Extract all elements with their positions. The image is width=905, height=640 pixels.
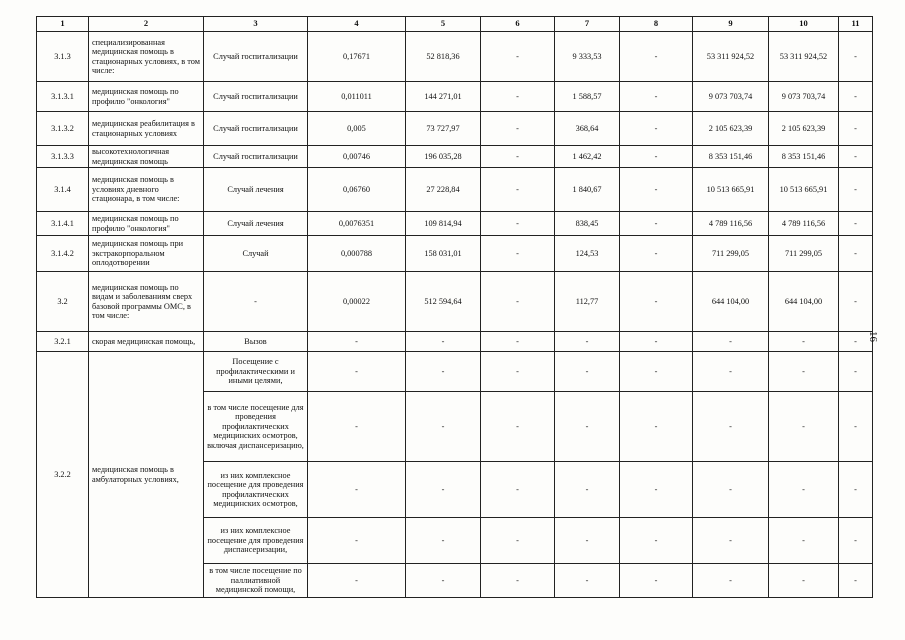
cell-c9: - xyxy=(693,518,769,564)
row-name: скорая медицинская помощь, xyxy=(89,332,204,352)
cell-c10: 8 353 151,46 xyxy=(769,146,839,168)
cell-c4: - xyxy=(308,518,406,564)
cell-c10: 10 513 665,91 xyxy=(769,168,839,212)
cell-c11: - xyxy=(839,32,873,82)
row-unit: Случай госпитализации xyxy=(204,32,308,82)
header-cell: 5 xyxy=(406,17,481,32)
header-cell: 1 xyxy=(37,17,89,32)
cell-c10: 644 104,00 xyxy=(769,272,839,332)
cell-c4: 0,06760 xyxy=(308,168,406,212)
row-name: медицинская помощь при экстракорпоральном оплодотворении xyxy=(89,236,204,272)
row-unit: из них комплексное посещение для проведения профилактических медицинских осмотров, xyxy=(204,462,308,518)
cell-c7: - xyxy=(555,392,620,462)
cell-c8: - xyxy=(620,332,693,352)
cell-c5: 73 727,97 xyxy=(406,112,481,146)
cell-c4: 0,00746 xyxy=(308,146,406,168)
cell-c4: 0,005 xyxy=(308,112,406,146)
cell-c6: - xyxy=(481,82,555,112)
row-unit: Случай лечения xyxy=(204,168,308,212)
cell-c6: - xyxy=(481,112,555,146)
table-row xyxy=(37,352,873,392)
cell-c5: 52 818,36 xyxy=(406,32,481,82)
cell-c9: - xyxy=(693,352,769,392)
row-name: специализированная медицинская помощь в стационарных условиях, в том числе: xyxy=(89,32,204,82)
cell-c5: - xyxy=(406,332,481,352)
header-cell: 3 xyxy=(204,17,308,32)
cell-c8: - xyxy=(620,168,693,212)
table-row xyxy=(37,32,873,82)
cell-c10: - xyxy=(769,462,839,518)
cell-c8: - xyxy=(620,518,693,564)
row-name: медицинская помощь в условиях дневного стационара, в том числе: xyxy=(89,168,204,212)
cell-c9: 644 104,00 xyxy=(693,272,769,332)
cell-c7: - xyxy=(555,332,620,352)
cell-c5: 158 031,01 xyxy=(406,236,481,272)
row-unit: из них комплексное посещение для проведения диспансеризации, xyxy=(204,518,308,564)
table-row xyxy=(37,82,873,112)
cell-c9: 8 353 151,46 xyxy=(693,146,769,168)
row-unit: Случай госпитализации xyxy=(204,82,308,112)
cell-c4: - xyxy=(308,564,406,598)
cell-c10: - xyxy=(769,564,839,598)
cell-c9: 4 789 116,56 xyxy=(693,212,769,236)
cell-c5: - xyxy=(406,462,481,518)
table-row xyxy=(37,272,873,332)
cell-c8: - xyxy=(620,462,693,518)
cell-c9: - xyxy=(693,564,769,598)
cell-c10: 9 073 703,74 xyxy=(769,82,839,112)
cell-c11: - xyxy=(839,518,873,564)
cell-c11: - xyxy=(839,272,873,332)
cell-c6: - xyxy=(481,212,555,236)
cell-c7: 838,45 xyxy=(555,212,620,236)
row-name: медицинская помощь по видам и заболеваниям сверх базовой программы ОМС, в том числе: xyxy=(89,272,204,332)
row-code: 3.2 xyxy=(37,272,89,332)
cell-c5: - xyxy=(406,352,481,392)
cell-c11: - xyxy=(839,82,873,112)
cell-c6: - xyxy=(481,236,555,272)
row-unit: Посещение с профилактическими и иными целями, xyxy=(204,352,308,392)
row-name: медицинская помощь по профилю "онкология" xyxy=(89,82,204,112)
cell-c7: 1 588,57 xyxy=(555,82,620,112)
header-cell: 10 xyxy=(769,17,839,32)
cell-c7: 1 462,42 xyxy=(555,146,620,168)
table-row xyxy=(37,112,873,146)
cell-c6: - xyxy=(481,564,555,598)
cell-c6: - xyxy=(481,272,555,332)
cell-c8: - xyxy=(620,352,693,392)
cell-c11: - xyxy=(839,564,873,598)
cell-c11: - xyxy=(839,168,873,212)
cell-c9: 53 311 924,52 xyxy=(693,32,769,82)
financing-table xyxy=(36,16,873,598)
row-name: медицинская помощь по профилю "онкология" xyxy=(89,212,204,236)
row-code: 3.1.3.2 xyxy=(37,112,89,146)
cell-c4: - xyxy=(308,462,406,518)
table-row xyxy=(37,146,873,168)
cell-c6: - xyxy=(481,332,555,352)
cell-c5: - xyxy=(406,392,481,462)
header-cell: 2 xyxy=(89,17,204,32)
row-name: высокотехнологичная медицинская помощь xyxy=(89,146,204,168)
table-row xyxy=(37,168,873,212)
cell-c5: 27 228,84 xyxy=(406,168,481,212)
cell-c5: 512 594,64 xyxy=(406,272,481,332)
row-unit: Случай госпитализации xyxy=(204,146,308,168)
cell-c7: - xyxy=(555,564,620,598)
cell-c8: - xyxy=(620,272,693,332)
cell-c7: 112,77 xyxy=(555,272,620,332)
cell-c5: 144 271,01 xyxy=(406,82,481,112)
cell-c6: - xyxy=(481,352,555,392)
cell-c8: - xyxy=(620,392,693,462)
cell-c5: 109 814,94 xyxy=(406,212,481,236)
cell-c4: 0,17671 xyxy=(308,32,406,82)
row-name: медицинская помощь в амбулаторных условиях, xyxy=(89,352,204,598)
cell-c9: - xyxy=(693,392,769,462)
cell-c11: - xyxy=(839,236,873,272)
cell-c8: - xyxy=(620,112,693,146)
cell-c10: 2 105 623,39 xyxy=(769,112,839,146)
cell-c7: 9 333,53 xyxy=(555,32,620,82)
cell-c10: 711 299,05 xyxy=(769,236,839,272)
row-code: 3.1.4.1 xyxy=(37,212,89,236)
cell-c10: - xyxy=(769,518,839,564)
header-cell: 9 xyxy=(693,17,769,32)
cell-c11: - xyxy=(839,462,873,518)
cell-c9: 9 073 703,74 xyxy=(693,82,769,112)
cell-c8: - xyxy=(620,146,693,168)
row-code: 3.2.1 xyxy=(37,332,89,352)
cell-c7: 368,64 xyxy=(555,112,620,146)
cell-c9: 2 105 623,39 xyxy=(693,112,769,146)
page-number: 16 xyxy=(867,331,879,342)
header-cell: 6 xyxy=(481,17,555,32)
row-unit: Случай госпитализации xyxy=(204,112,308,146)
cell-c11: - xyxy=(839,332,873,352)
table-row xyxy=(37,332,873,352)
cell-c11: - xyxy=(839,146,873,168)
cell-c6: - xyxy=(481,32,555,82)
cell-c5: - xyxy=(406,518,481,564)
row-code: 3.1.4 xyxy=(37,168,89,212)
header-cell: 11 xyxy=(839,17,873,32)
cell-c8: - xyxy=(620,564,693,598)
cell-c10: - xyxy=(769,332,839,352)
cell-c10: - xyxy=(769,352,839,392)
cell-c9: 711 299,05 xyxy=(693,236,769,272)
cell-c11: - xyxy=(839,112,873,146)
row-unit: Вызов xyxy=(204,332,308,352)
table-row xyxy=(37,212,873,236)
row-unit: - xyxy=(204,272,308,332)
cell-c10: 53 311 924,52 xyxy=(769,32,839,82)
cell-c7: 1 840,67 xyxy=(555,168,620,212)
cell-c4: - xyxy=(308,392,406,462)
cell-c4: - xyxy=(308,352,406,392)
cell-c6: - xyxy=(481,168,555,212)
cell-c6: - xyxy=(481,518,555,564)
cell-c9: 10 513 665,91 xyxy=(693,168,769,212)
row-code: 3.1.3.1 xyxy=(37,82,89,112)
cell-c4: 0,0076351 xyxy=(308,212,406,236)
cell-c5: - xyxy=(406,564,481,598)
header-cell: 8 xyxy=(620,17,693,32)
cell-c10: 4 789 116,56 xyxy=(769,212,839,236)
row-name: медицинская реабилитация в стационарных условиях xyxy=(89,112,204,146)
cell-c8: - xyxy=(620,236,693,272)
row-unit: в том числе посещение по паллиативной медицинской помощи, xyxy=(204,564,308,598)
row-code: 3.1.3.3 xyxy=(37,146,89,168)
header-cell: 4 xyxy=(308,17,406,32)
cell-c8: - xyxy=(620,212,693,236)
cell-c11: - xyxy=(839,352,873,392)
cell-c7: 124,53 xyxy=(555,236,620,272)
cell-c4: 0,000788 xyxy=(308,236,406,272)
table-row xyxy=(37,236,873,272)
cell-c11: - xyxy=(839,392,873,462)
cell-c9: - xyxy=(693,332,769,352)
row-unit: Случай лечения xyxy=(204,212,308,236)
cell-c4: 0,00022 xyxy=(308,272,406,332)
cell-c6: - xyxy=(481,462,555,518)
cell-c7: - xyxy=(555,518,620,564)
cell-c7: - xyxy=(555,352,620,392)
row-code: 3.2.2 xyxy=(37,352,89,598)
row-unit: Случай xyxy=(204,236,308,272)
row-unit: в том числе посещение для проведения профилактических медицинских осмотров, включая диспансеризацию, xyxy=(204,392,308,462)
cell-c6: - xyxy=(481,392,555,462)
cell-c4: - xyxy=(308,332,406,352)
cell-c11: - xyxy=(839,212,873,236)
cell-c5: 196 035,28 xyxy=(406,146,481,168)
row-code: 3.1.4.2 xyxy=(37,236,89,272)
cell-c6: - xyxy=(481,146,555,168)
cell-c7: - xyxy=(555,462,620,518)
cell-c8: - xyxy=(620,32,693,82)
cell-c10: - xyxy=(769,392,839,462)
row-code: 3.1.3 xyxy=(37,32,89,82)
header-cell: 7 xyxy=(555,17,620,32)
header-row xyxy=(37,17,873,32)
cell-c9: - xyxy=(693,462,769,518)
cell-c8: - xyxy=(620,82,693,112)
cell-c4: 0,011011 xyxy=(308,82,406,112)
